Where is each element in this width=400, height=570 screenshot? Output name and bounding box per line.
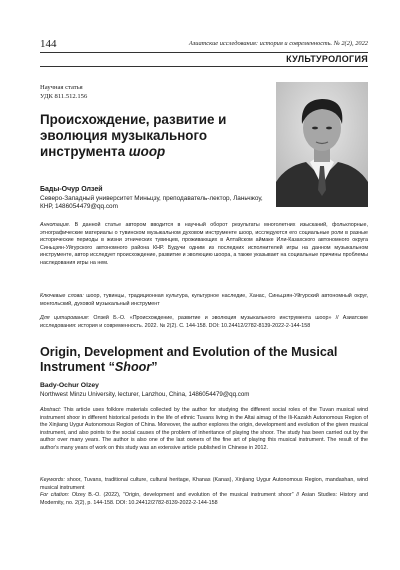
keywords-en	[40, 477, 368, 492]
section-heading: КУЛЬТУРОЛОГИЯ	[286, 54, 368, 64]
journal-title: Азиатские исследования: история и современность. № 2(2), 2022	[188, 40, 368, 47]
header-rule	[40, 52, 368, 53]
title-en-main: Origin, Development and Evolution of the Musical Instrument “	[40, 345, 338, 375]
author-name-ru: Бады-Очур Олзей	[40, 186, 103, 193]
abstract-text-en: This article uses folklore materials collected by the author for studying the different social roles of the Tuvan musical wind instrument shoor in different historical periods in the life of ethnic Tuvans living in the Altai aimag of the Ili-Kazakh Autonomous Region of the Xinjiang Uygur Autonomous Region of China. Moreover, the author explores the origin, development and evolution of the given musical instrument, and also points to the social causes of the problem of inheritance of playing the shoor. The study has been carried out by the author over many years. The author is also one of the last owners of the fine art of playing this musical instrument. The result of the author's many years of work on this study was an extensive article published in Chinese in 2012.	[40, 407, 369, 451]
citation-label-ru: Для цитирования:	[40, 315, 90, 321]
author-portrait-image	[276, 82, 368, 207]
article-title-en	[40, 345, 368, 375]
citation-en	[40, 492, 368, 507]
author-photo	[276, 82, 368, 207]
keywords-label-en: Keywords:	[40, 477, 65, 483]
section-rule	[40, 66, 368, 67]
citation-ru	[40, 315, 368, 330]
keywords-text-ru: шоор, тувинцы, традиционная культура, культурное наследие, Ханас, Синьцзян-Уйгурский автономный округ, монгольский, духовой музыкальный инструмент	[40, 293, 368, 307]
abstract-label-en: Abstract:	[40, 407, 62, 413]
article-title-ru	[40, 112, 270, 159]
abstract-ru	[40, 222, 368, 268]
abstract-label-ru: Аннотация.	[40, 222, 71, 228]
citation-text-en: Olzey B.-O. (2022), “Origin, development and evolution of the musical instrument shoor” // Asian Studies: History and Modernity, no. 2(2), p. 144-158. DOI: 10.24412/2782-8139-2022-2-144-158	[40, 492, 368, 506]
page-number: 144	[40, 38, 57, 50]
keywords-ru	[40, 293, 368, 308]
title-en-italic: Shoor	[114, 360, 152, 375]
abstract-text-ru: В данной статье автором вводится в научный оборот результаты многолетних изысканий, фольклорные, этнографические материалы о тувинском музыкальном духовом инструменте шоор, исследуются его социальные роли в разные исторические периоды в жизни этнических тувинцев, проживающих в Алтайском аймаке Или-Казахского автономного округа Синьцзян-Уйгурского автономного района КНР. Будучи одним из последних исполнителей игры на данном музыкальном инструменте, автор исследует происхождение, развитие и эволюцию шоора, а также указывает на социальные причины проблемы наследования игры на нем.	[40, 222, 368, 266]
citation-label-en: For citation:	[40, 492, 70, 498]
title-ru-italic: шоор	[128, 143, 166, 159]
title-en-end: ”	[151, 360, 158, 375]
running-header	[40, 38, 368, 52]
title-ru-main: Происхождение, развитие и эволюция музыкального инструмента	[40, 112, 227, 159]
udk-code: УДК 811.512.156	[40, 93, 88, 100]
citation-text-ru: Олзей Б.-О. «Происхождение, развитие и эволюция музыкального инструмента шоор» // Азиатские исследования: история и современность. 2022. № 2(2). С. 144-158. DOI: 10.24412/2782-8139-2022-2-144-158	[40, 315, 368, 329]
author-name-en: Bady-Ochur Olzey	[40, 382, 99, 389]
author-affiliation-en: Northwest Minzu University, lecturer, Lanzhou, China, 1486054479@qq.com	[40, 391, 250, 398]
article-type: Научная статья	[40, 84, 83, 91]
author-affiliation-ru: Северо-Западный университет Миньцзу, преподаватель-лектор, Ланьчжоу, КНР, 1486054479@qq.com	[40, 195, 263, 210]
keywords-label-ru: Ключевые слова:	[40, 293, 84, 299]
keywords-text-en: shoor, Tuvans, traditional culture, cultural heritage, Khanas (Kanas), Xinjiang Uygur Autonomous Region, mandashan, wind musical instrument	[40, 477, 368, 491]
abstract-en	[40, 407, 368, 453]
